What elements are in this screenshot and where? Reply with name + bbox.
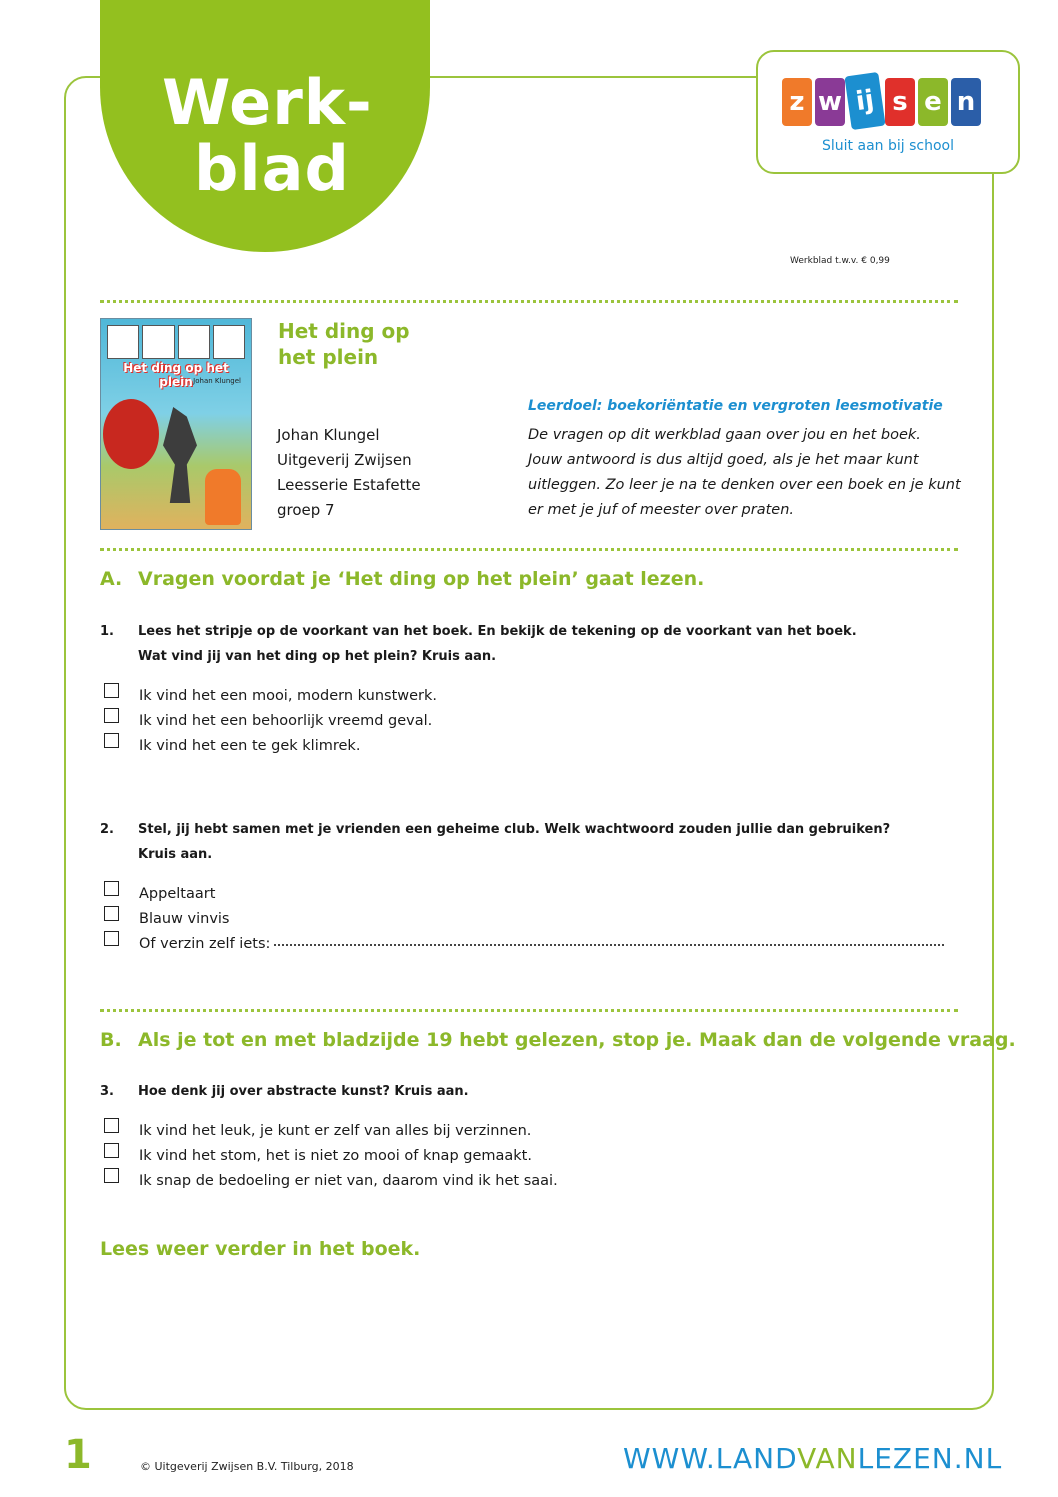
page-number: 1 [64,1432,92,1478]
logo-letters [782,78,981,128]
goal-line: De vragen op dit werkblad gaan over jou en het boek. [528,427,921,443]
option-label: Blauw vinvis [139,911,230,927]
section-title: Als je tot en met bladzijde 19 hebt gelezen, stop je. Maak dan de volgende vraag. [138,1029,1016,1051]
goal-line: uitleggen. Zo leer je na te denken over een boek en je kunt [528,477,961,493]
copyright-notice: © Uitgeverij Zwijsen B.V. Tilburg, 2018 [140,1460,354,1473]
option-label-with-line [139,932,944,957]
website-part: WWW.LAND [623,1442,798,1475]
book-author: Johan Klungel [277,426,380,444]
goal-line: er met je juf of meester over praten. [528,502,795,518]
checkbox[interactable] [104,708,119,723]
website-part: LEZEN.NL [857,1442,1003,1475]
cover-comic-strip [107,325,245,359]
section-title: Vragen voordat je ‘Het ding op het plein’ gaat lezen. [138,568,705,590]
question-1 [100,619,857,669]
section-letter: A. [100,568,123,590]
cover-character [205,469,241,525]
website-part: VAN [797,1442,858,1475]
checkbox[interactable] [104,1118,119,1133]
checkbox[interactable] [104,683,119,698]
book-cover-image [100,318,252,530]
logo-letter-tile: s [885,78,915,126]
goal-line: Jouw antwoord is dus altijd goed, als je het maar kunt [528,452,919,468]
title-line-2: blad [194,132,350,205]
logo-letter-tile: e [918,78,948,126]
cover-statue [163,407,197,503]
question-text: Wat vind jij van het ding op het plein? Kruis aan. [138,649,497,664]
option-label: Of verzin zelf iets: [139,936,271,952]
checkbox[interactable] [104,1168,119,1183]
section-b-heading [100,1029,1016,1051]
question-3 [100,1079,469,1104]
worksheet-title [162,66,373,205]
checkbox[interactable] [104,1143,119,1158]
book-meta [277,423,421,523]
logo-letter-tile: n [951,78,981,126]
option-label: Ik snap de bedoeling er niet van, daarom vind ik het saai. [139,1173,558,1189]
option-label: Ik vind het een behoorlijk vreemd geval. [139,713,433,729]
book-title-line-2: het plein [278,345,379,369]
website-link[interactable] [623,1442,1002,1475]
question-text: Kruis aan. [138,847,213,862]
question-text: Stel, jij hebt samen met je vrienden een geheime club. Welk wachtwoord zouden jullie dan gebruiken? [138,822,891,837]
divider [100,300,958,303]
cover-title: Het ding op het plein [123,361,229,389]
option-label: Ik vind het een te gek klimrek. [139,738,361,754]
section-a-heading [100,568,704,590]
logo-tagline: Sluit aan bij school [822,138,954,154]
question-number: 2. [100,822,114,837]
price-note: Werkblad t.w.v. € 0,99 [790,256,890,266]
learning-goal-heading: Leerdoel: boekoriëntatie en vergroten leesmotivatie [528,398,943,414]
checkbox[interactable] [104,931,119,946]
checkbox[interactable] [104,906,119,921]
option-label: Ik vind het een mooi, modern kunstwerk. [139,688,438,704]
question-number: 3. [100,1084,114,1099]
title-line-1: Werk- [162,66,373,139]
logo-letter-tile: ij [844,72,885,130]
divider [100,1009,958,1012]
question-number: 1. [100,624,114,639]
learning-goal-text [528,423,968,523]
option-label: Ik vind het stom, het is niet zo mooi of knap gemaakt. [139,1148,532,1164]
book-publisher: Uitgeverij Zwijsen [277,451,412,469]
zwijsen-logo [756,50,1020,174]
checkbox[interactable] [104,733,119,748]
question-text: Hoe denk jij over abstracte kunst? Kruis aan. [138,1084,469,1099]
logo-letter-tile: w [815,78,845,126]
book-title-line-1: Het ding op [278,319,410,343]
question-text: Lees het stripje op de voorkant van het boek. En bekijk de tekening op de voorkant van het boek. [138,624,857,639]
book-series: Leesserie Estafette [277,476,421,494]
divider [100,548,958,551]
option-label: Ik vind het leuk, je kunt er zelf van alles bij verzinnen. [139,1123,532,1139]
cover-tree [103,399,159,469]
option-label: Appeltaart [139,886,216,902]
question-2 [100,817,890,867]
closing-instruction: Lees weer verder in het boek. [100,1238,421,1260]
checkbox[interactable] [104,881,119,896]
section-letter: B. [100,1029,122,1051]
book-group: groep 7 [277,501,335,519]
write-in-line[interactable] [274,944,944,946]
logo-letter-tile: z [782,78,812,126]
book-title [278,318,410,370]
cover-author: Johan Klungel [193,377,241,385]
